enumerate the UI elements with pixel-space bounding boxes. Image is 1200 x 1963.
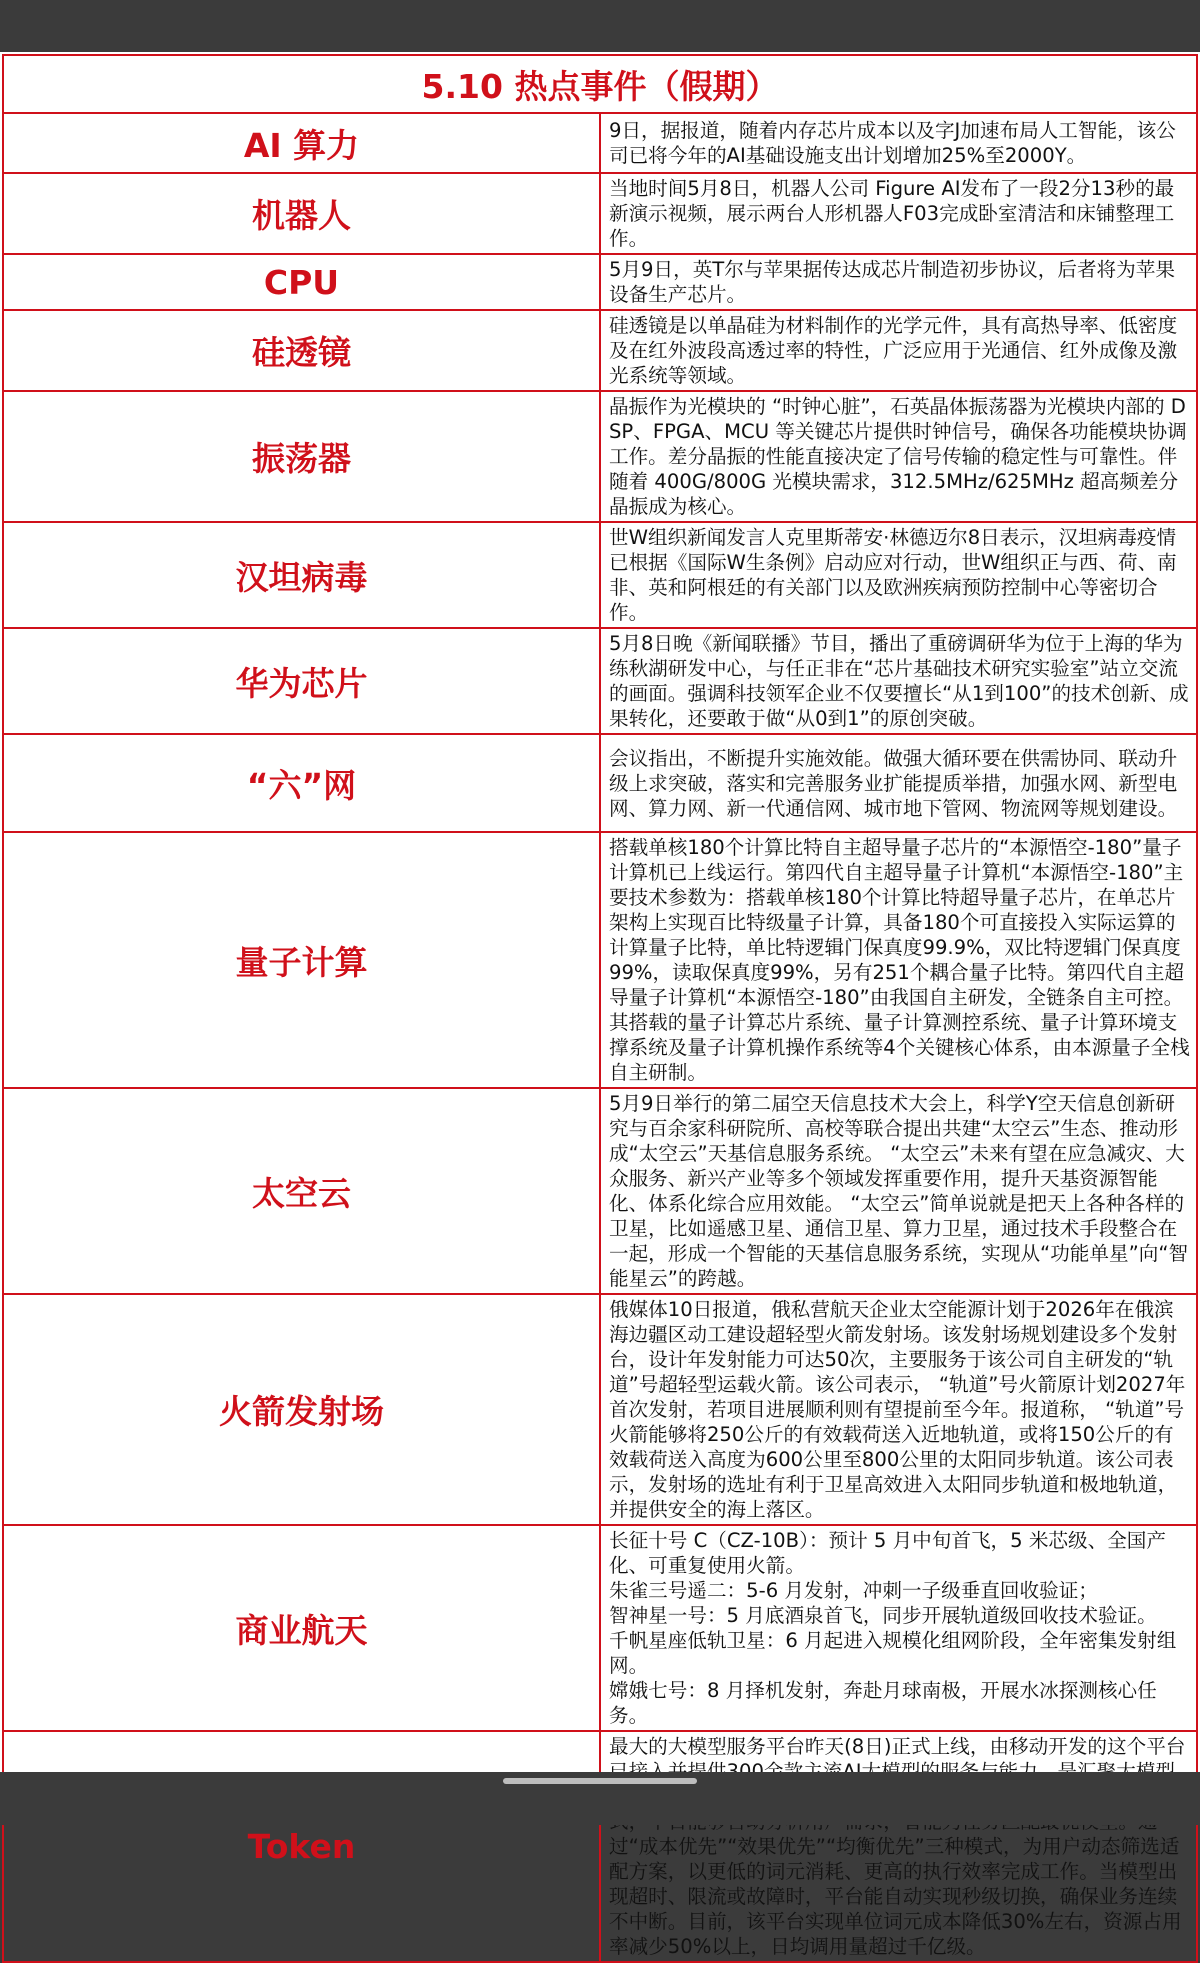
table-row	[3, 628, 1197, 734]
event-description: 5月9日，英T尔与苹果据传达成芯片制造初步协议，后者将为苹果设备生产芯片。	[600, 254, 1197, 310]
event-description: 当地时间5月8日，机器人公司 Figure AI发布了一段2分13秒的最新演示视频，展示两台人形机器人F03完成卧室清洁和床铺整理工作。	[600, 173, 1197, 254]
table-row	[3, 310, 1197, 391]
schedule-line: 长征十号 C（CZ-10B）：预计 5 月中旬首飞，5 米芯级、全国产化、可重复使用火箭。	[609, 1529, 1166, 1577]
category-label: 商业航天	[3, 1525, 600, 1731]
table-row	[3, 1294, 1197, 1525]
table-row	[3, 1088, 1197, 1294]
category-label: 火箭发射场	[3, 1294, 600, 1525]
category-label: 机器人	[3, 173, 600, 254]
category-label: 硅透镜	[3, 310, 600, 391]
category-label: CPU	[3, 254, 600, 310]
table-row	[3, 113, 1197, 173]
hot-events-table	[2, 54, 1198, 1963]
table-row	[3, 173, 1197, 254]
event-description: 世W组织新闻发言人克里斯蒂安·林德迈尔8日表示，汉坦病毒疫情已根据《国际W生条例》启动应对行动，世W组织正与西、荷、南非、英和阿根廷的有关部门以及欧洲疾病预防控制中心等密切合作。	[600, 522, 1197, 628]
home-indicator[interactable]	[503, 1778, 697, 1784]
event-description: 最大的大模型服务平台昨天(8日)正式上线，由移动开发的这个平台 过“成本优先”“效果优先”“均衡优先”三种模式，为用户动态筛选适配方案，以更低的词元消耗、更高的执行效率完成工作。当模型出现超时、限流或故障时，平台能自动实现秒级切换，确保业务连续不中断。目前，该平台实现单位词元成本降低30%左右，资源占用率减少50%以上，日均调用量超过千亿级。	[600, 1731, 1197, 1962]
schedule-line: 智神星一号：5 月底酒泉首飞，同步开展轨道级回收技术验证。	[609, 1604, 1157, 1627]
table-row	[3, 391, 1197, 522]
table-row	[3, 1525, 1197, 1731]
event-description: 5月8日晚《新闻联播》节目，播出了重磅调研华为位于上海的华为练秋湖研发中心，与任正非在“芯片基础技术研究实验室”站立交流的画面。强调科技领军企业不仅要擅长“从1到100”的技术创新、成果转化，还要敢于做“从0到1”的原创突破。	[600, 628, 1197, 734]
event-description: 硅透镜是以单晶硅为材料制作的光学元件，具有高热导率、低密度及在红外波段高透过率的特性，广泛应用于光通信、红外成像及激光系统等领域。	[600, 310, 1197, 391]
category-label: 汉坦病毒	[3, 522, 600, 628]
table-row	[3, 522, 1197, 628]
event-description	[600, 1525, 1197, 1731]
table-row	[3, 734, 1197, 832]
hot-events-sheet	[0, 52, 1200, 1958]
category-label: 华为芯片	[3, 628, 600, 734]
title-row	[3, 55, 1197, 113]
schedule-line: 千帆星座低轨卫星：6 月起进入规模化组网阶段，全年密集发射组网。	[609, 1629, 1177, 1677]
schedule-line: 朱雀三号遥二：5-6 月发射，冲刺一子级垂直回收验证；	[609, 1579, 1098, 1602]
event-description: 5月9日举行的第二届空天信息技术大会上，科学Y空天信息创新研究与百余家科研院所、高校等联合提出共建“太空云”生态、推动形成“太空云”天基信息服务系统。 “太空云”未来有望在应急减灾、大众服务、新兴产业等多个领域发挥重要作用，提升天基资源智能化、体系化综合应用效能。 “太空云”简单说就是把天上各种各样的卫星，比如遥感卫星、通信卫星、算力卫星，通过技术手段整合在一起，形成一个智能的天基信息服务系统，实现从“功能单星”向“智能星云”的跨越。	[600, 1088, 1197, 1294]
category-label: 振荡器	[3, 391, 600, 522]
page-title: 5.10 热点事件（假期）	[3, 55, 1197, 113]
category-label: Token	[3, 1731, 600, 1962]
event-description: 俄媒体10日报道，俄私营航天企业太空能源计划于2026年在俄滨海边疆区动工建设超轻型火箭发射场。该发射场规划建设多个发射台，设计年发射能力可达50次，主要服务于该公司自主研发的“轨道”号超轻型运载火箭。该公司表示， “轨道”号火箭原计划2027年首次发射，若项目进展顺利则有望提前至今年。报道称， “轨道”号火箭能够将250公斤的有效载荷送入近地轨道，或将150公斤的有效载荷送入高度为600公里至800公里的太阳同步轨道。该公司表示，发射场的选址有利于卫星高效进入太阳同步轨道和极地轨道，并提供安全的海上落区。	[600, 1294, 1197, 1525]
table-row	[3, 1731, 1197, 1962]
event-description: 晶振作为光模块的 “时钟心脏”，石英晶体振荡器为光模块内部的 DSP、FPGA、MCU 等关键芯片提供时钟信号，确保各功能模块协调工作。差分晶振的性能直接决定了信号传输的稳定性与可靠性。伴随着 400G/800G 光模块需求，312.5MHz/625MHz 超高频差分晶振成为核心。	[600, 391, 1197, 522]
event-description: 9日，据报道，随着内存芯片成本以及字J加速布局人工智能，该公司已将今年的AI基础设施支出计划增加25%至2000Y。	[600, 113, 1197, 173]
category-label: 太空云	[3, 1088, 600, 1294]
schedule-line: 嫦娥七号：8 月择机发射，奔赴月球南极，开展水冰探测核心任务。	[609, 1679, 1157, 1727]
event-description: 搭载单核180个计算比特自主超导量子芯片的“本源悟空-180”量子计算机已上线运行。第四代自主超导量子计算机“本源悟空-180”主要技术参数为：搭载单核180个计算比特超导量子芯片，在单芯片架构上实现百比特级量子计算，具备180个可直接投入实际运算的计算量子比特，单比特逻辑门保真度99.9%，双比特逻辑门保真度99%，读取保真度99%，另有251个耦合量子比特。第四代自主超导量子计算机“本源悟空-180”由我国自主研发，全链条自主可控。其搭载的量子计算芯片系统、量子计算测控系统、量子计算环境支撑系统及量子计算机操作系统等4个关键核心体系，由本源量子全栈自主研制。	[600, 832, 1197, 1088]
category-label: 量子计算	[3, 832, 600, 1088]
category-label: AI 算力	[3, 113, 600, 173]
event-description: 会议指出，不断提升实施效能。做强大循环要在供需协同、联动升级上求突破，落实和完善服务业扩能提质举措，加强水网、新型电网、算力网、新一代通信网、城市地下管网、物流网等规划建设。	[600, 734, 1197, 832]
table-row	[3, 254, 1197, 310]
category-label: “六”网	[3, 734, 600, 832]
table-row	[3, 832, 1197, 1088]
